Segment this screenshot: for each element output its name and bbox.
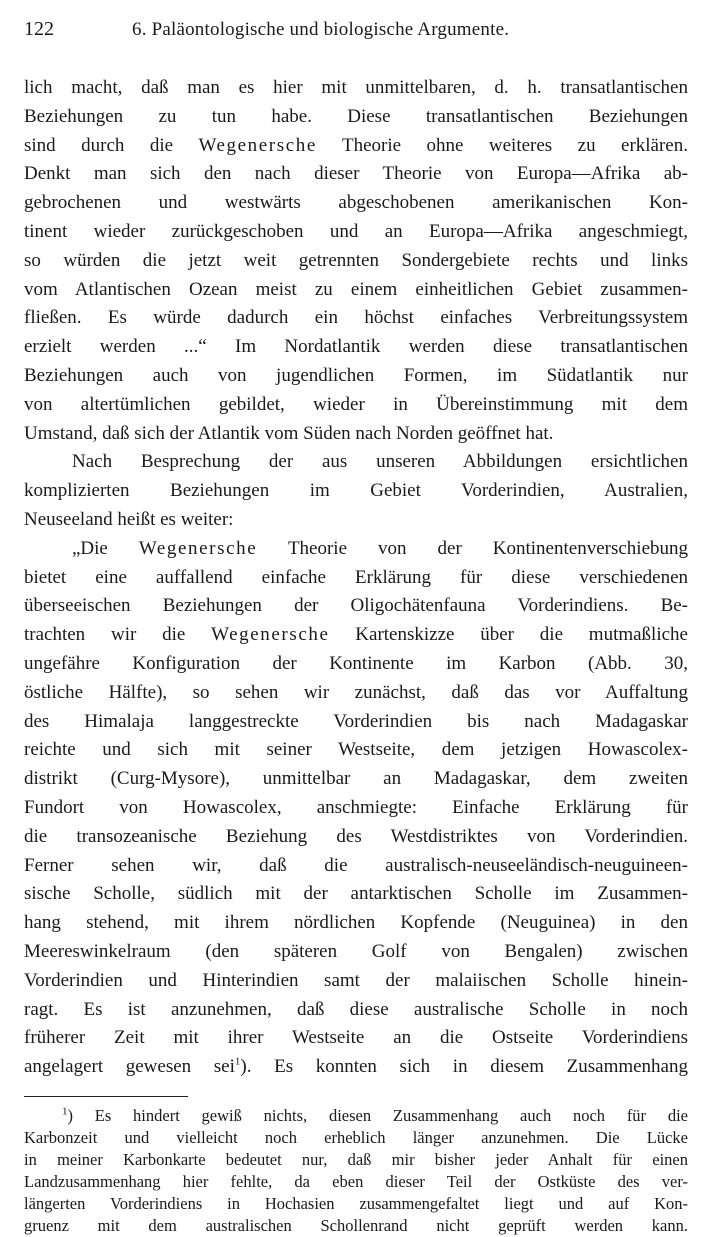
footnote-reference: 1 (234, 1055, 241, 1068)
text-line: Nach Besprechung der aus unseren Abbildungen ersichtlichen (72, 451, 688, 473)
text-line: östliche Hälfte), so sehen wir zunächst, daß das vor Auffaltung (24, 681, 688, 703)
text-line: so würden die jetzt weit getrennten Sondergebiete rechts und links (24, 249, 688, 271)
page-header (24, 18, 688, 54)
footnote-line: in meiner Karbonkarte bedeutet nur, daß mir bisher jeder Anhalt für einen (24, 1149, 688, 1169)
text-line: bietet eine auffallend einfache Erklärung für diese verschiedenen (24, 566, 688, 588)
text-line: Umstand, daß sich der Atlantik vom Süden nach Norden geöffnet hat. (24, 422, 554, 444)
footnote-rule (24, 1096, 188, 1097)
author-name-spaced: Wegenersche (211, 624, 330, 646)
text-line: vom Atlantischen Ozean meist zu einem einheitlichen Gebiet zusammen- (24, 278, 688, 300)
footnote-line: gruenz mit dem australischen Schollenrand nicht geprüft werden kann. (24, 1215, 688, 1235)
text-line: sische Scholle, südlich mit der antarktischen Scholle im Zusammen- (24, 883, 688, 905)
text-line: Beziehungen zu tun habe. Diese transatlantischen Beziehungen (24, 105, 688, 127)
text-line (24, 621, 688, 650)
footnote-line (24, 1105, 688, 1127)
text-line: Ferner sehen wir, daß die australisch-neuseeländisch-neuguineen- (24, 854, 688, 876)
text-line: fließen. Es würde dadurch ein höchst einfaches Verbreitungssystem (24, 307, 688, 329)
text-line: früherer Zeit mit ihrer Westseite an die Ostseite Vorderindiens (24, 1027, 688, 1049)
text-line: Fundort von Howascolex, anschmiegte: Einfache Erklärung für (24, 796, 688, 818)
text-line: reichte und sich mit seiner Westseite, dem jetzigen Howascolex- (24, 739, 688, 761)
text-line (24, 1053, 688, 1082)
text-line: Vorderindien und Hinterindien samt der malaiischen Scholle hinein- (24, 969, 688, 991)
text-run: „Die (72, 537, 139, 559)
text-line: tinent wieder zurückgeschoben und an Europa—Afrika angeschmiegt, (24, 220, 688, 242)
text-line: lich macht, daß man es hier mit unmittelbaren, d. h. transatlantischen (24, 77, 688, 98)
footnotes (24, 1105, 688, 1237)
text-line: von altertümlichen gebildet, wieder in Übereinstimmung mit dem (24, 393, 688, 415)
text-line: überseeischen Beziehungen der Oligochätenfauna Vorderindiens. Be- (24, 595, 688, 617)
page-number: 122 (24, 18, 54, 40)
footnote-line: Landzusammenhang hier fehlte, da eben dieser Teil der Ostküste des ver- (24, 1171, 688, 1191)
text-line: die transozeanische Beziehung des Westdistriktes von Vorderindien. (24, 825, 688, 847)
body-text (24, 74, 688, 1082)
text-line: erzielt werden ...“ Im Nordatlantik werden diese transatlantischen (24, 336, 688, 358)
text-run: sind durch die (24, 134, 199, 156)
text-run: angelagert gewesen sei (24, 1056, 235, 1078)
text-line: komplizierten Beziehungen im Gebiet Vorderindien, Australien, (24, 480, 688, 502)
text-line: distrikt (Curg-Mysore), unmittelbar an Madagaskar, dem zweiten (24, 768, 688, 790)
footnote-line: Karbonzeit und vielleicht noch erheblich länger anzunehmen. Die Lücke (24, 1127, 688, 1147)
text-line: ragt. Es ist anzunehmen, daß diese australische Scholle in noch (24, 998, 688, 1020)
footnote-marker: 1 (62, 1105, 68, 1118)
text-line: Beziehungen auch von jugendlichen Formen, im Südatlantik nur (24, 364, 688, 386)
author-name-spaced: Wegenersche (138, 537, 258, 559)
book-page (24, 18, 688, 1237)
text-line: Meereswinkelraum (den späteren Golf von Bengalen) zwischen (24, 940, 688, 962)
text-line (24, 535, 688, 564)
footnote-line: längerten Vorderindiens in Hochasien zusammengefaltet liegt und auf Kon- (24, 1193, 688, 1213)
text-run: Kartenskizze über die mutmaßliche (329, 624, 688, 646)
author-name-spaced: Wegenersche (198, 134, 317, 156)
text-line: gebrochenen und westwärts abgeschobenen amerikanischen Kon- (24, 192, 688, 214)
text-line: hang stehend, mit ihrem nördlichen Kopfende (Neuguinea) in den (24, 912, 688, 934)
footnote-text: ) Es hindert gewiß nichts, diesen Zusammenhang auch noch für die (67, 1105, 688, 1125)
text-run: trachten wir die (24, 624, 212, 646)
text-line: Neuseeland heißt es weiter: (24, 508, 234, 530)
text-line: ungefähre Konfiguration der Kontinente im Karbon (Abb. 30, (24, 652, 688, 674)
text-line (24, 132, 688, 161)
text-run: ). Es konnten sich in diesem Zusammenhang (240, 1056, 688, 1078)
running-title: 6. Paläontologische und biologische Argumente. (132, 19, 510, 40)
text-line: des Himalaja langgestreckte Vorderindien bis nach Madagaskar (24, 710, 688, 732)
text-run: Theorie ohne weiteres zu erklären. (316, 134, 688, 156)
text-run: Theorie von der Kontinentenverschiebung (257, 537, 688, 559)
text-line: Denkt man sich den nach dieser Theorie von Europa—Afrika ab- (24, 163, 688, 185)
